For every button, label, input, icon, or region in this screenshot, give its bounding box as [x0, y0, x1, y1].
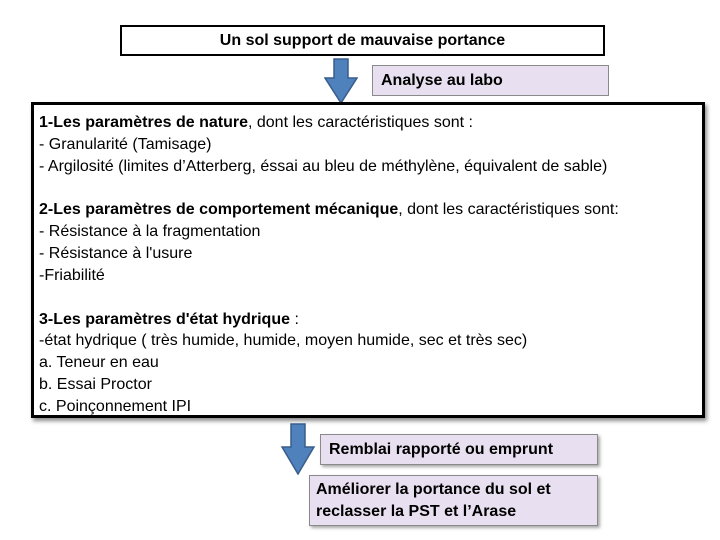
- section3-item: c. Poinçonnement IPI: [39, 397, 192, 415]
- section2-header: [39, 199, 702, 221]
- section2-item: -Friabilité: [39, 266, 105, 284]
- down-arrow-top-icon: [324, 58, 358, 104]
- title-box: [120, 25, 605, 56]
- section2-rest: , dont les caractéristiques sont:: [398, 201, 619, 219]
- ameliorer-line2: reclasser la PST et l’Arase: [316, 503, 517, 520]
- section1-heading: 1-Les paramètres de nature: [39, 114, 248, 131]
- section3-header: [39, 309, 702, 331]
- remblai-box: [320, 434, 598, 465]
- section3-item: a. Teneur en eau: [39, 354, 159, 372]
- down-arrow-bottom-icon: [281, 423, 315, 475]
- title-text: Un sol support de mauvaise portance: [219, 32, 506, 49]
- section2-item: - Résistance à la fragmentation: [39, 223, 261, 241]
- section2-item: - Résistance à l'usure: [39, 244, 193, 262]
- section3-item: -état hydrique ( très humide, humide, moyen humide, sec et très sec): [39, 332, 528, 350]
- ameliorer-line1: Améliorer la portance du sol et: [316, 481, 551, 498]
- labo-box: [372, 65, 609, 96]
- section1-item: - Argilosité (limites d’Atterberg, éssai au bleu de méthylène, équivalent de sable): [39, 157, 608, 175]
- section3-heading: 3-Les paramètres d'état hydrique: [39, 310, 290, 328]
- remblai-text: Remblai rapporté ou emprunt: [329, 441, 554, 458]
- section1-header: [39, 112, 702, 134]
- section3-rest: :: [290, 310, 299, 328]
- ameliorer-box: [309, 475, 598, 526]
- parameters-box: [31, 102, 705, 418]
- section1-rest: , dont les caractéristiques sont :: [247, 114, 473, 131]
- labo-text: Analyse au labo: [381, 72, 503, 89]
- section1-item: - Granularité (Tamisage): [39, 135, 212, 153]
- section2-heading: 2-Les paramètres de comportement mécanique: [39, 201, 399, 219]
- section3-item: b. Essai Proctor: [39, 375, 152, 393]
